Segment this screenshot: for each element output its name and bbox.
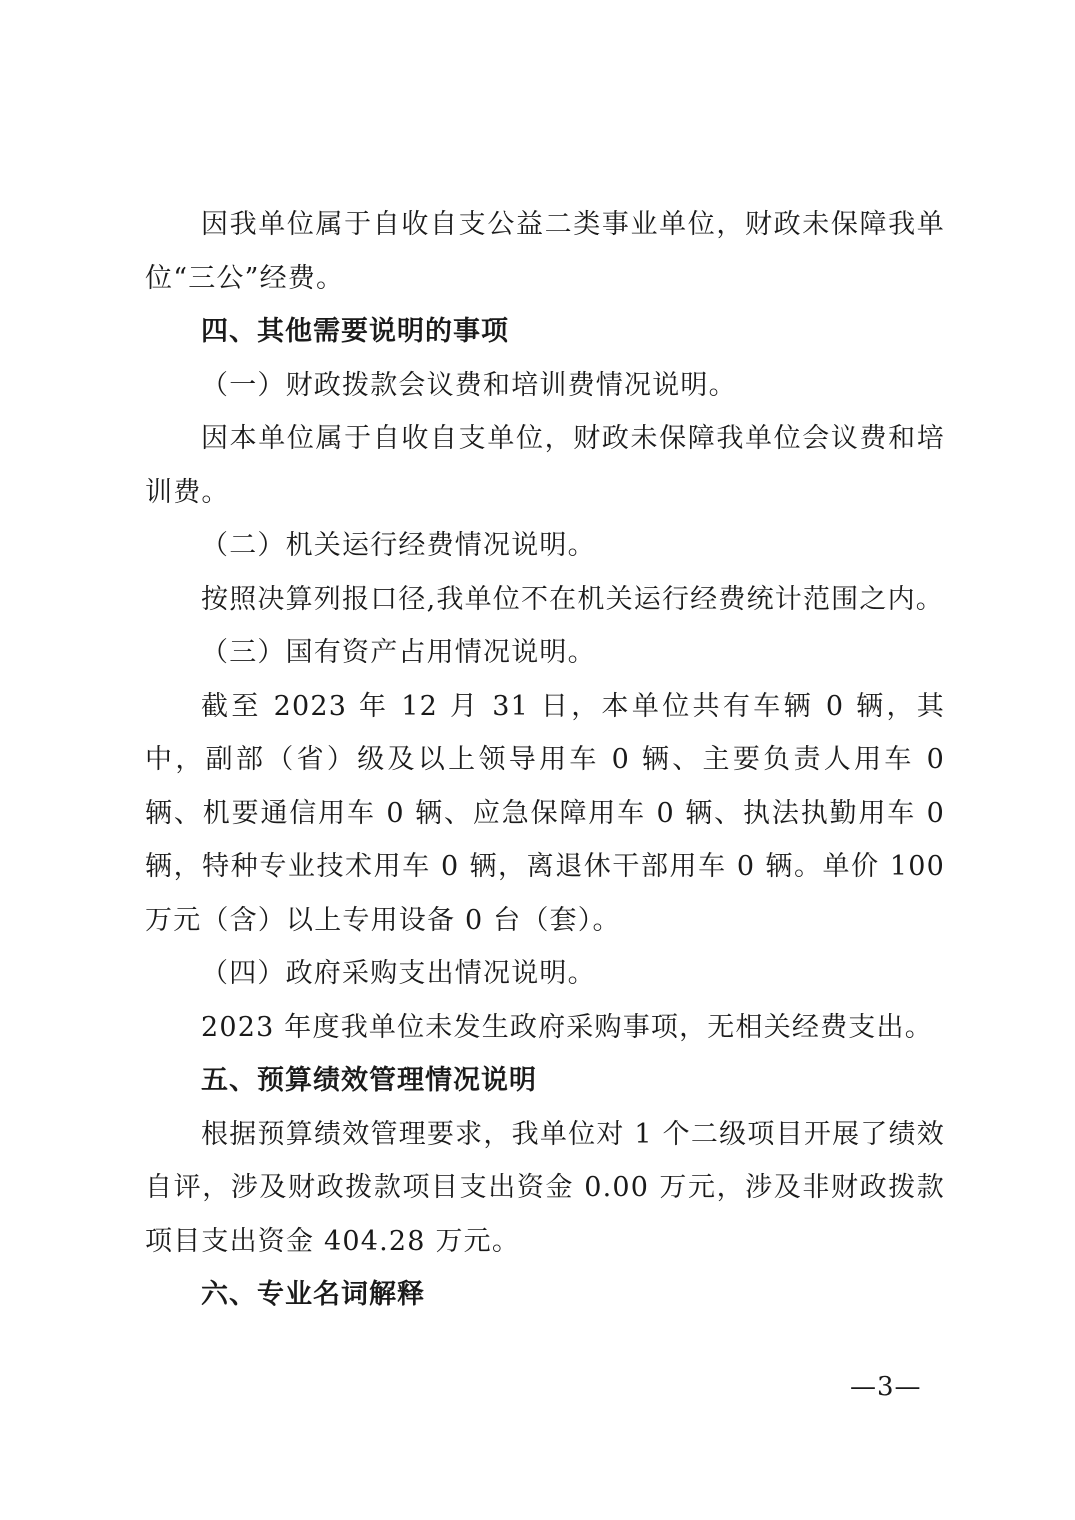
paragraph-state-assets: 截至 2023 年 12 月 31 日，本单位共有车辆 0 辆，其中，副部（省）级及以上领导用车 0 辆、主要负责人用车 0 辆、机要通信用车 0 辆、应急保障用车 0 辆、执法执勤用车 0 辆，特种专业技术用车 0 辆，离退休干部用车 0 辆。单价 100 万元（含）以上专用设备 0 台（套）。	[145, 690, 945, 936]
paragraph-operating-expenses: 按照决算列报口径,我单位不在机关运行经费统计范围之内。	[201, 583, 944, 615]
subheading-state-assets: （三）国有资产占用情况说明。	[201, 637, 596, 668]
page-number: —3—	[850, 1372, 922, 1402]
subheading-government-procurement: （四）政府采购支出情况说明。	[201, 958, 596, 989]
subheading-meeting-training-fees: （一）财政拨款会议费和培训费情况说明。	[201, 369, 737, 401]
paragraph-government-procurement: 2023 年度我单位未发生政府采购事项，无相关经费支出。	[201, 1011, 933, 1043]
document-body	[145, 198, 945, 1322]
section-heading-other-matters: 四、其他需要说明的事项	[201, 316, 509, 347]
section-heading-performance-management: 五、预算绩效管理情况说明	[201, 1065, 537, 1096]
subheading-operating-expenses: （二）机关运行经费情况说明。	[201, 530, 596, 561]
section-heading-terminology: 六、专业名词解释	[201, 1279, 425, 1310]
paragraph-meeting-training-fees: 因本单位属于自收自支单位，财政未保障我单位会议费和培训费。	[145, 423, 945, 508]
paragraph-performance-management: 根据预算绩效管理要求，我单位对 1 个二级项目开展了绩效自评，涉及财政拨款项目支出资金 0.00 万元，涉及非财政拨款项目支出资金 404.28 万元。	[145, 1118, 945, 1257]
paragraph-sangong-funds: 因我单位属于自收自支公益二类事业单位，财政未保障我单位“三公”经费。	[145, 209, 945, 294]
